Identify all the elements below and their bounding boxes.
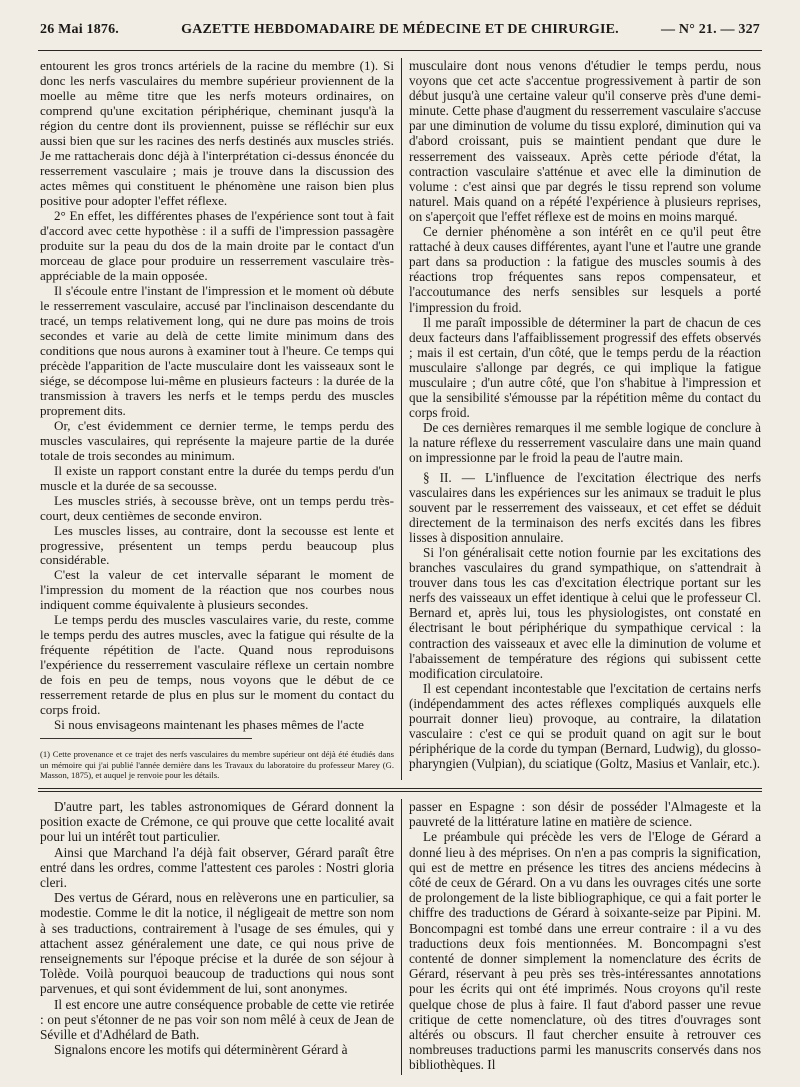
paragraph: Il me paraît impossible de déterminer la part de chacun de ces deux facteurs dans l'affaiblissement progressif des effets observés ; mais il est certain, d'un côté, que le temps perdu de la réaction musculaire s'allonge par degrés, ce qui implique la fatigue musculaire ; d'un autre côté, que l'on s'habitue à l'impression et que la sensibilité s'émousse par la répétition même du contact du corps froid. bbox=[409, 314, 761, 421]
column-divider-bottom bbox=[401, 799, 402, 1075]
paragraph: Or, c'est évidemment ce dernier terme, le temps perdu des muscles vasculaires, qui représente la majeure partie de la durée totale de trois secondes au minimum. bbox=[40, 417, 394, 463]
paragraph: Le temps perdu des muscles vasculaires varie, du reste, comme le temps perdu des autres muscles, avec la fatigue qui résulte de la fréquente répétition de l'acte. Quand nous reproduisons l'expérience du resserrement vasculaire réflexe un certain nombre de fois en peu de temps, nous voyons que le début de ce resserrement retarde de plus en plus sur le moment du contact du corps froid. bbox=[40, 612, 394, 718]
paragraph: Les muscles lisses, au contraire, dont la secousse est lente et progressive, présentent un temps perdu beaucoup plus considérable. bbox=[40, 522, 394, 568]
column-bottom-left bbox=[40, 799, 394, 1075]
header-rule bbox=[38, 50, 762, 51]
header-date: 26 Mai 1876. bbox=[40, 22, 120, 37]
header-journal-title: GAZETTE HEBDOMADAIRE DE MÉDECINE ET DE CHIRURGIE. bbox=[181, 22, 619, 37]
running-header bbox=[40, 22, 760, 44]
paragraph: C'est la valeur de cet intervalle séparant le moment de l'impression du moment de la réaction que nos courbes nous indiquent comme équivalente à plusieurs secondes. bbox=[40, 567, 394, 613]
column-top-left bbox=[40, 58, 394, 780]
paragraph: Ainsi que Marchand l'a déjà fait observer, Gérard paraît être entré dans les ordres, comme l'attestent ces paroles : Nostri gloria cleri. bbox=[40, 844, 394, 891]
column-top-right bbox=[409, 58, 761, 780]
header-issue-page: — N° 21. — 327 bbox=[660, 22, 760, 37]
paragraph: Si l'on généralisait cette notion fournie par les excitations des branches vasculaires du grand sympathique, on s'attendrait à trouver dans tous les cas d'excitation électrique portant sur les nerfs des vaisseaux un effet identique à celui que le professeur Cl. Bernard et, après lui, tous les physiologistes, ont constaté en électrisant le bout périphérique du sympathique cervical : la contraction des vaisseaux et avec elle la diminution de volume et l'abaissement de température des régions qui subissent cette modification circulatoire. bbox=[409, 545, 761, 681]
paragraph: musculaire dont nous venons d'étudier le temps perdu, nous voyons que cet acte s'accentue progressivement à partir de son début jusqu'à une certaine valeur qu'il conserve près d'une demi-minute. Cette phase d'augment du resserrement vasculaire s'accuse par une diminution de volume du tissu exploré, diminution qui va d'abord croissant, puis se maintient pendant que dure le resserrement des vaisseaux. Après cette période d'état, la contraction vasculaire s'atténue et avec elle la diminution de volume : c'est ainsi que par degrés le tissu reprend son volume naturel. Mais quand on a répété l'expérience à plusieurs reprises, on s'aperçoit que l'effet réflexe est de moins en moins marqué. bbox=[409, 58, 761, 224]
paragraph: Le préambule qui précède les vers de l'Eloge de Gérard a donné lieu à des méprises. On n'en a pas compris la signification, qui est de mettre en présence les titres des anciens médecins à côté de ceux de Gérard. On a vu dans les ouvrages cités une sorte de prolongement de la liste bibliographique, ce qui a fait porter le chiffre des traductions de Gérard à soixante-seize par Pipini. M. Boncompagni est tombé dans une erreur contraire : il a vu des traductions deux fois mentionnées. M. Boncompagni s'est contenté de donner simplement la nomenclature des écrits de Gérard, réservant à peu près ses très-intéressantes annotations pour les écrits qui ont été imprimés. Nous croyons qu'il reste quelque chose de plus à faire. Il faut d'abord passer une revue critique de cette nomenclature, où des titres d'ouvrages sont altérés ou obscurs. Il faut chercher ensuite à retrouver ces nombreuses traductions parmi les manuscrits conservés dans nos bibliothèques. Il bbox=[409, 829, 761, 1073]
paragraph: De ces dernières remarques il me semble logique de conclure à la nature réflexe du resserrement vasculaire dans une main quand on impressionne par le froid la peau de l'autre main. bbox=[409, 420, 761, 466]
paragraph: Si nous envisageons maintenant les phases mêmes de l'acte bbox=[54, 717, 364, 733]
paragraph: 2° En effet, les différentes phases de l'expérience sont tout à fait d'accord avec cette hypothèse : il a suffi de l'impression passagère produite sur la peau du dos de la main droite par le contact d'un morceau de glace pour produire un resserrement vasculaire très-appréciable de la main opposée. bbox=[40, 207, 394, 283]
paragraph: Signalons encore les motifs qui déterminèrent Gérard à bbox=[54, 1042, 348, 1058]
section-rule-upper bbox=[38, 788, 762, 789]
paragraph: Il existe un rapport constant entre la durée du temps perdu d'un muscle et la durée de sa secousse. bbox=[40, 462, 394, 493]
paragraph: passer en Espagne : son désir de posséder l'Almageste et la pauvreté de la littérature latine en matière de science. bbox=[409, 799, 761, 830]
column-divider-top bbox=[401, 58, 402, 780]
paragraph: Il est encore une autre conséquence probable de cette vie retirée : on peut s'étonner de ne pas voir son nom mêlé à ceux de Jean de Séville et d'Adhélard de Bath. bbox=[40, 996, 394, 1043]
paragraph: Il s'écoule entre l'instant de l'impression et le moment où débute le resserrement vasculaire, accusé par l'inclinaison descendante du tracé, un temps relativement long, qui ne dure pas moins de trois secondes et varie au delà de cette limite minimum dans des conditions que nous aurons à examiner tout à l'heure. Ce temps qui précède l'apparition de l'acte musculaire dont les vaisseaux sont le siége, se décompose lui-même en plusieurs facteurs : la durée de la transmission à travers les nerfs et le temps perdu des muscles proprement dits. bbox=[40, 282, 394, 418]
paragraph: Les muscles striés, à secousse brève, ont un temps perdu très-court, deux centièmes de seconde environ. bbox=[40, 492, 394, 523]
paragraph: Il est cependant incontestable que l'excitation de certains nerfs (indépendamment des actes réflexes compliqués auxquels elle pourrait donner lieu) provoque, au contraire, la dilatation vasculaire : c'est ce qui se produit quand on agit sur le bout périphérique de la corde du tympan (Bernard, Ludwig), du glosso-pharyngien (Vulpian), du sciatique (Goltz, Masius et Vanlair, etc.). bbox=[409, 680, 761, 772]
paragraph: Ce dernier phénomène a son intérêt en ce qu'il peut être rattaché à deux causes différentes, ayant l'une et l'autre une grande part dans sa production : la fatigue des muscles soumis à des réactions trop fréquentes sans repos compensateur, et l'accoutumance des nerfs sensibles sur lesquels a porté l'impression du froid. bbox=[409, 224, 761, 315]
column-bottom-right bbox=[409, 799, 761, 1075]
paragraph: D'autre part, les tables astronomiques de Gérard donnent la position exacte de Crémone, ce qui prouve que cette localité avait pour lui un intérêt tout particulier. bbox=[40, 799, 394, 845]
paragraph-section-ii: § II. — L'influence de l'excitation électrique des nerfs vasculaires dans les expériences sur les animaux se traduit le plus souvent par le resserrement des vaisseaux, et cet effet se déduit directement de la terminaison des nerfs excités dans les fibres lisses à disposition annulaire. bbox=[409, 469, 761, 545]
paragraph: entourent les gros troncs artériels de la racine du membre (1). Si donc les nerfs vasculaires du membre supérieur proviennent de la moelle au même titre que les nerfs moteurs ordinaires, on comprend qu'une excitation périphérique, cheminant jusqu'à la région du centre dont ils proviennent, puisse se réfléchir sur eux aussi bien que sur les racines des nerfs destinés aux muscles striés. Je me rattacherais donc déjà à l'interprétation ci-dessus énoncée du resserrement vasculaire ; mais je trouve dans la discussion des actes mêmes qui constituent le phénomène une raison bien plus positive pour adopter l'effet réflexe. bbox=[40, 58, 394, 208]
section-rule-lower bbox=[38, 791, 762, 792]
footnote: (1) Cette provenance et ce trajet des nerfs vasculaires du membre supérieur ont déjà été étudiés dans un mémoire qui j'ai publié l'année dernière dans les Travaux du laboratoire du professeur Marey (G. Masson, 1875), et auquel je renvoie pour les détails. bbox=[40, 749, 394, 780]
footnote-rule bbox=[40, 738, 252, 739]
paragraph: Des vertus de Gérard, nous en relèverons une en particulier, sa modestie. Comme le dit la notice, il négligeait de mettre son nom à ses traductions, contrairement à l'usage de ses émules, qui y attachent assez généralement une date, ce qui nous prive de renseignements sur l'époque précise et la durée de son séjour à Tolède. Voilà pourquoi beaucoup de traductions qui nous sont parvenues, et qui sont évidemment de lui, sont anonymes. bbox=[40, 890, 394, 997]
